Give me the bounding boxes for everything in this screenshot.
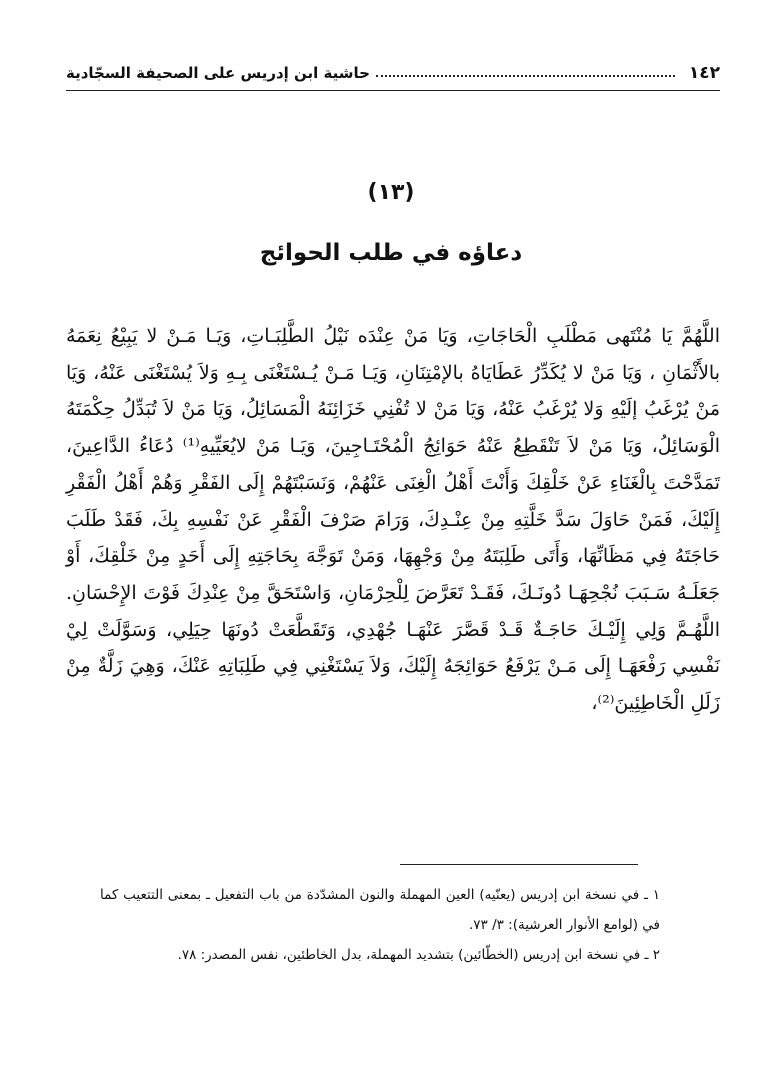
section-title: دعاؤه في طلب الحوائج xyxy=(259,240,523,266)
page-number: ١٤٢ xyxy=(688,63,720,83)
supplication-text: اللَّهُمَّ يَا مُنْتَهى مَطْلَبِ الْحَاجَاتِ، وَيَا مَنْ عِنْدَه نَيْلُ الطَّلِبَـاتِ، وَيَـا مَـنْ لا يَبِيْعُ نِعَمَهُ بالأَثْمَانِ ، وَيَا مَنْ لا يُكَدِّرُ عَطَايَاهُ بالإمْتِنَانِ، وَيَـا مَـنْ يُـسْتَغْنَى بِـهِ وَلاَ يُسْتَغْنَى عَنْهُ، وَيَا مَنْ يُرْغَبُ إلَيْهِ وَلا يُرْغَبُ عَنْهُ، وَيَا مَنْ لا تُفْنِي خَزَائِنَهُ الْمَسَائِلُ، وَيَا مَنْ لاَ تُبَدِّلُ حِكْمَتَهُ الْوَسَائِلُ، وَيَا مَنْ لاَ تَنْقَطِعُ عَنْهُ حَوَائِجُ الْمُحْتَـاجِينَ، وَيَـا مَنْ لايُعَيِّيهِ⁽¹⁾ دُعَاءُ الدَّاعِينَ، تَمَدَّحْتَ بِالْغَنَاءِ عَنْ خَلْقِكَ وَأَنْتَ أَهْلُ الْغِنَى عَنْهُمْ، وَنَسَبْتَهُمْ إِلَى الفَقْرِ وَهُمْ أَهْلُ الْفَقْرِ إِلَيْكَ، فَمَنْ حَاوَلَ سَدَّ خَلَّتِهِ مِنْ عِنْـدِكَ، وَرَامَ صَرْفَ الْفَقْرِ عَنْ نَفْسِهِ بِكَ، فَقَدْ طَلَبَ حَاجَتَهُ فِي مَظَانِّهَا، وَأَتَى طَلِبَتَهُ مِنْ وَجْهِهَا، وَمَنْ تَوَجَّهَ بِحَاجَتِهِ إِلَى أَحَدٍ مِنْ خَلْقِكَ، أَوْ جَعَلَـهُ سَـبَبَ نُجْحِهَـا دُونَـكَ، فَقَـدْ تَعَرَّضَ لِلْحِرْمَانِ، وَاسْتَحَقَّ مِنْ عِنْدِكَ فَوْتَ الإِحْسَانِ. اللَّهُـمَّ وَلِي إِلَيْـكَ حَاجَـةٌ قَـدْ قَصَّرَ عَنْهَـا جُهْدِي، وَتَقَطَّعَتْ دُونَهَا حِيَلِي، وَسَوَّلَتْ لِيْ نَفْسِي رَفْعَهَـا إِلَى مَـنْ يَرْفَعُ حَوَائِجَهُ إِلَيْكَ، وَلاَ يَسْتَغْنِي فِي طَلِبَاتِهِ عَنْكَ، وَهِيَ زَلَّةٌ مِنْ زَلَلِ الْخَاطِئِينَ⁽²⁾، xyxy=(66,325,720,715)
running-title: حاشية ابن إدريس على الصحيفة السجّادية xyxy=(66,64,370,82)
footnote-separator xyxy=(400,864,638,865)
footnote-1: ١ ـ في نسخة ابن إدريس (يعنّيه) العين المهملة والنون المشدّدة من باب التفعيل ـ بمعنى التتعيب كما في (لوامع الأنوار العرشية): ٣/ ٧٣. xyxy=(100,887,660,933)
header-dot-leader xyxy=(376,75,675,77)
footnotes xyxy=(100,880,660,970)
section-number: (١٣) xyxy=(367,180,415,205)
header-rule xyxy=(66,90,720,91)
running-header xyxy=(66,58,720,88)
footnote-2: ٢ ـ في نسخة ابن إدريس (الخطّائين) بتشديد المهملة، بدل الخاطئين، نفس المصدر: ٧٨. xyxy=(177,947,660,963)
